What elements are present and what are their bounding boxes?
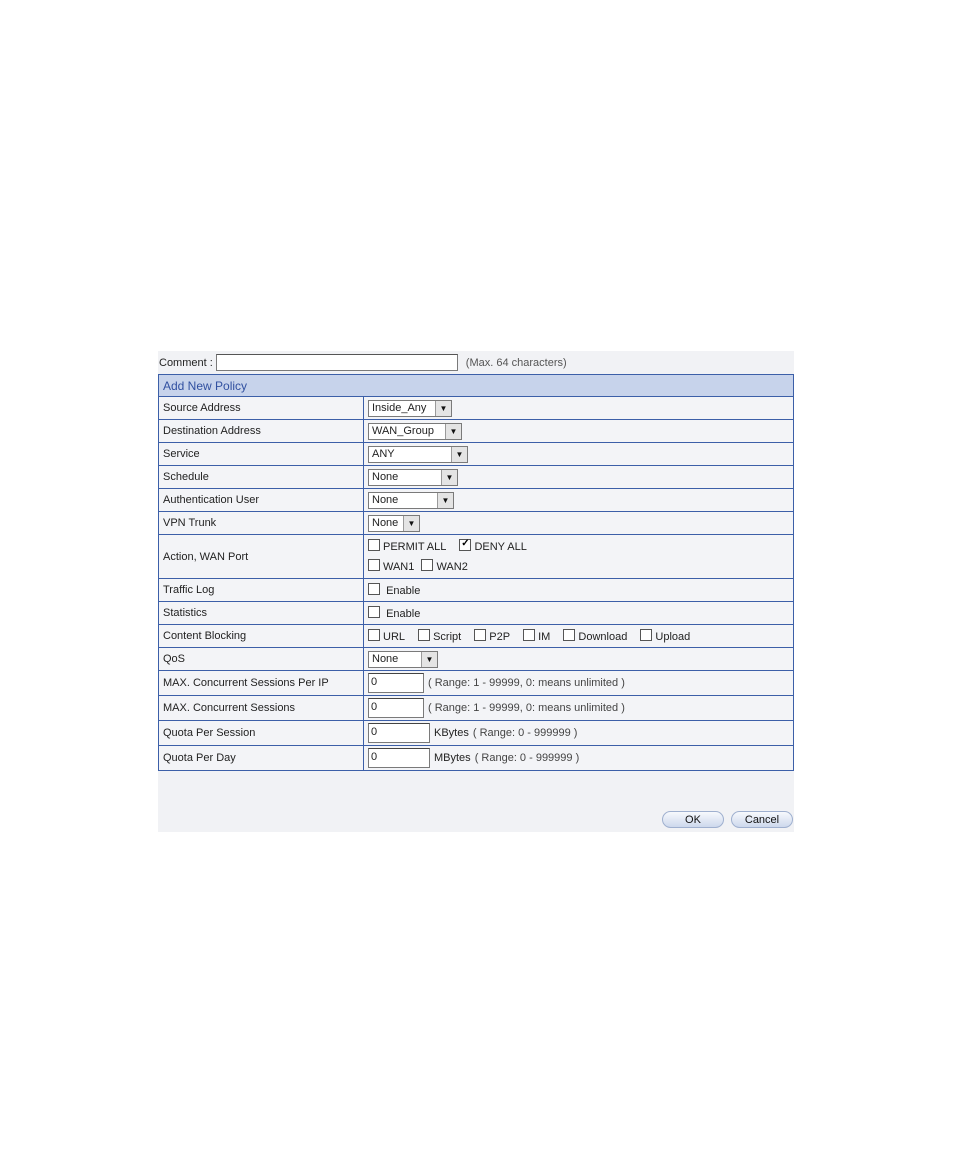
table-row [159,420,794,443]
destination-address-select[interactable]: WAN_Group ▼ [368,423,462,440]
url-label: URL [383,631,406,643]
table-row [159,579,794,602]
comment-label: Comment : [159,356,213,369]
row-label: Service [159,443,364,466]
wan1-label: WAN1 [383,560,415,573]
unit-label: KBytes [434,726,469,739]
download-checkbox[interactable] [563,629,575,641]
im-label: IM [538,631,551,643]
row-label: Traffic Log [159,579,364,602]
chevron-down-icon: ▼ [403,516,419,531]
statistics-enable-label: Enable [386,608,421,620]
row-label: Statistics [159,602,364,625]
table-row [159,696,794,721]
table-row [159,602,794,625]
p2p-checkbox[interactable] [474,629,486,641]
deny-all-checkbox[interactable] [459,539,471,551]
row-label: Authentication User [159,489,364,512]
traffic-log-enable-label: Enable [386,585,421,597]
row-label: Content Blocking [159,625,364,648]
comment-hint: (Max. 64 characters) [465,356,567,369]
row-label: Schedule [159,466,364,489]
chevron-down-icon: ▼ [437,493,453,508]
table-row [159,671,794,696]
script-checkbox[interactable] [418,629,430,641]
permit-all-checkbox[interactable] [368,539,380,551]
im-checkbox[interactable] [523,629,535,641]
button-bar [662,811,793,828]
table-row [159,443,794,466]
deny-all-label: DENY ALL [474,540,527,553]
range-hint: ( Range: 0 - 999999 ) [474,751,580,764]
row-label: Quota Per Session [159,721,364,746]
table-title: Add New Policy [159,375,794,397]
service-select[interactable]: ANY ▼ [368,446,468,463]
table-row [159,648,794,671]
row-label: QoS [159,648,364,671]
quota-day-input[interactable]: 0 [368,748,430,768]
p2p-label: P2P [489,631,511,643]
table-row [159,397,794,420]
wan1-checkbox[interactable] [368,559,380,571]
range-hint: ( Range: 1 - 99999, 0: means unlimited ) [428,701,625,714]
table-row [159,489,794,512]
max-sessions-input[interactable]: 0 [368,698,424,718]
traffic-log-checkbox[interactable] [368,583,380,595]
chevron-down-icon: ▼ [451,447,467,462]
chevron-down-icon: ▼ [421,652,437,667]
range-hint: ( Range: 0 - 999999 ) [472,726,578,739]
quota-session-input[interactable]: 0 [368,723,430,743]
table-row [159,625,794,648]
policy-panel [158,351,794,832]
qos-select[interactable]: None ▼ [368,651,438,668]
url-checkbox[interactable] [368,629,380,641]
table-row [159,721,794,746]
ok-button[interactable]: OK [662,811,724,828]
cancel-button[interactable]: Cancel [731,811,793,828]
upload-label: Upload [655,631,691,643]
row-label: Source Address [159,397,364,420]
auth-user-select[interactable]: None ▼ [368,492,454,509]
table-row [159,512,794,535]
row-label: Action, WAN Port [159,535,364,579]
script-label: Script [433,631,462,643]
statistics-checkbox[interactable] [368,606,380,618]
wan2-checkbox[interactable] [421,559,433,571]
comment-input[interactable] [216,354,458,371]
range-hint: ( Range: 1 - 99999, 0: means unlimited ) [428,676,625,689]
download-label: Download [578,631,628,643]
policy-table [158,374,794,771]
table-row [159,535,794,579]
permit-all-label: PERMIT ALL [383,540,447,553]
unit-label: MBytes [434,751,471,764]
upload-checkbox[interactable] [640,629,652,641]
vpn-trunk-select[interactable]: None ▼ [368,515,420,532]
chevron-down-icon: ▼ [445,424,461,439]
row-label: VPN Trunk [159,512,364,535]
row-label: Quota Per Day [159,746,364,771]
max-sessions-ip-input[interactable]: 0 [368,673,424,693]
chevron-down-icon: ▼ [435,401,451,416]
comment-row [158,351,794,374]
schedule-select[interactable]: None ▼ [368,469,458,486]
table-row [159,466,794,489]
source-address-select[interactable]: Inside_Any ▼ [368,400,452,417]
table-row [159,746,794,771]
chevron-down-icon: ▼ [441,470,457,485]
row-label: MAX. Concurrent Sessions [159,696,364,721]
row-label: MAX. Concurrent Sessions Per IP [159,671,364,696]
wan2-label: WAN2 [436,560,468,573]
row-label: Destination Address [159,420,364,443]
